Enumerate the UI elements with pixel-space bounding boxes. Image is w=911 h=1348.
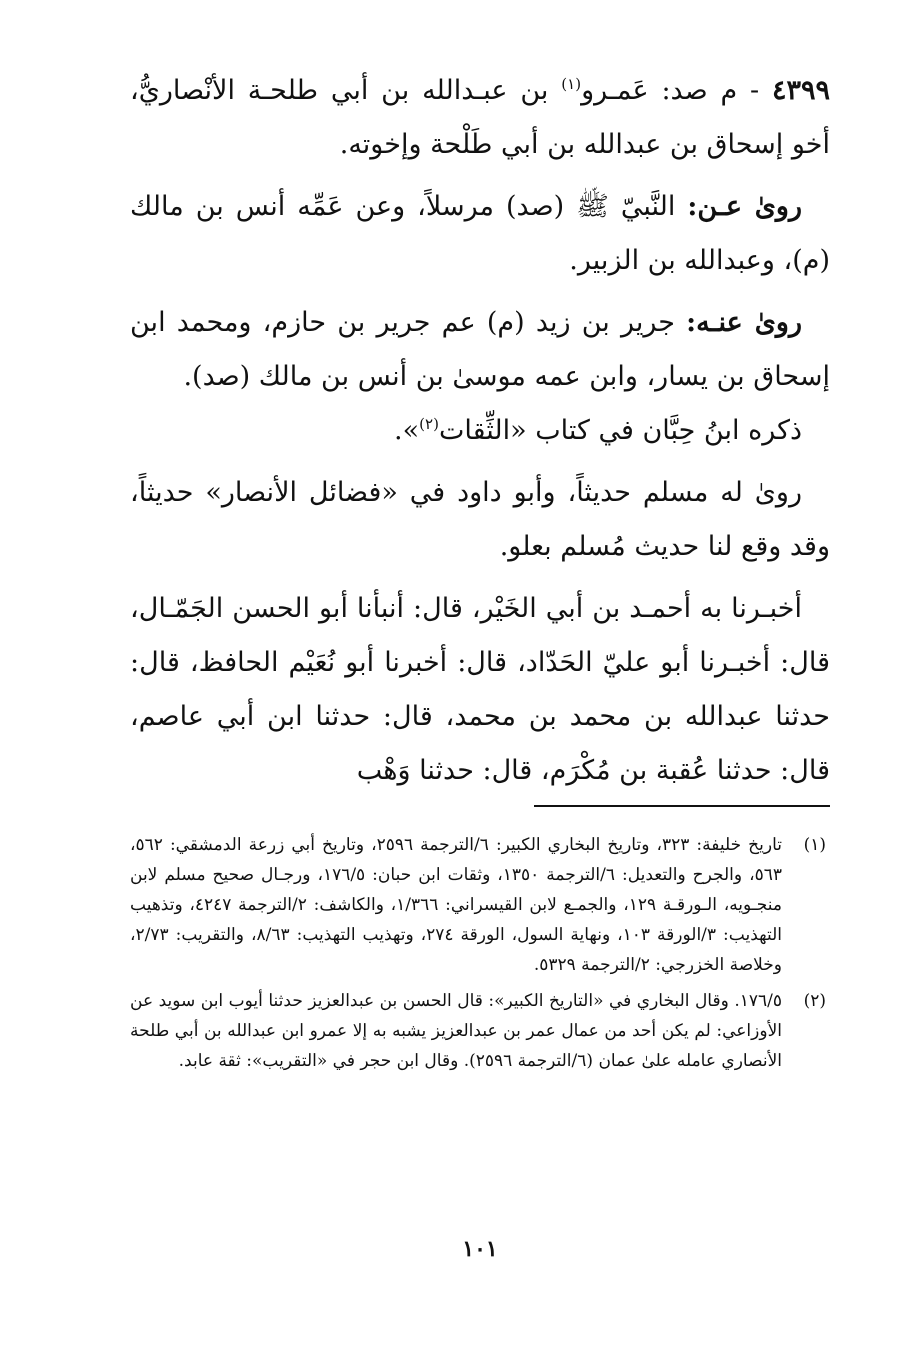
footnotes <box>130 830 830 1082</box>
book-page <box>130 0 830 1348</box>
rawa-anhu-text: جرير بن زيد (م) عم جرير بن حازم، ومحمد ابن إسحاق بن يسار، وابن عمه موسىٰ بن أنس بن مالك (صد). <box>130 307 830 392</box>
footnote-text: ١٧٦/٥. وقال البخاري في «التاريخ الكبير»: قال الحسن بن عبدالعزيز حدثنا أيوب ابن سويد عن الأوزاعي: لم يكن أحد من عمال عمر بن عبدالعزيز يشبه به إلا عمرو ابن عبدالله بن أبي طلحة الأنصاري عامله علىٰ عمان (٦/الترجمة ٢٥٩٦). وقال ابن حجر في «التقريب»: ثقة عابد. <box>130 991 782 1071</box>
isnad-text: أخبـرنا به أحمـد بن أبي الخَيْر، قال: أنبأنا أبو الحسن الجَمّـال، قال: أخبـرنا أبو عليّ الحَدّاد، قال: أخبرنا أبو نُعَيْم الحافظ، قال: حدثنا عبدالله بن محمد بن محمد، قال: حدثنا ابن أبي عاصم، قال: حدثنا عُقبة بن مُكْرَم، قال: حدثنا وَهْب <box>130 593 830 786</box>
footnote-ref-1: (١) <box>561 75 582 93</box>
rawa-anhu-label: روىٰ عنـه: <box>686 307 802 338</box>
page-number: ١٠١ <box>462 1236 498 1262</box>
entry-paragraph <box>130 64 830 172</box>
footnote-number: (١) <box>803 835 826 855</box>
rawa-an-paragraph <box>130 180 830 288</box>
rawa-anhu-paragraph <box>130 296 830 404</box>
rawa-an-label: روىٰ عـن: <box>687 191 802 222</box>
thiqat-paragraph <box>130 404 830 458</box>
rawa-an-text: النَّبيّ ﷺ (صد) مرسلاً، وعن عَمِّه أنس بن مالك (م)، وعبدالله بن الزبير. <box>130 191 830 276</box>
footnote-separator <box>534 805 830 807</box>
isnad-paragraph <box>130 582 830 798</box>
footnote-ref-2: (٢) <box>419 415 439 433</box>
riwaya-text: روىٰ له مسلم حديثاً، وأبو داود في «فضائل الأنصار» حديثاً، وقد وقع لنا حديث مُسلم بعلو. <box>130 477 830 562</box>
footnote-text: تاريخ خليفة: ٣٢٣، وتاريخ البخاري الكبير: ٦/الترجمة ٢٥٩٦، وتاريخ أبي زرعة الدمشقي: ٥٦٢، ٥٦٣، والجرح والتعديل: ٦/الترجمة ١٣٥٠، وثقات ابن حبان: ١٧٦/٥، ورجـال صحيح مسلم لابن منجـويه، الـورقـة ١٢٩، والجمـع لابن القيسراني: ١/٣٦٦، والكاشف: ٢/الترجمة ٤٢٤٧، وتذهيب التهذيب: ٣/الورقة ١٠٣، ونهاية السول، الورقة ٢٧٤، وتهذيب التهذيب: ٨/٦٣، والتقريب: ٢/٧٣، وخلاصة الخزرجي: ٢/الترجمة ٥٣٢٩. <box>130 835 783 975</box>
footnote-number: (٢) <box>803 991 826 1011</box>
footnote-1 <box>130 830 830 980</box>
entry-header-rest: بن عبـدالله بن أبي طلحـة الأنْصاريُّ، أخو إسحاق بن عبدالله بن أبي طَلْحة وإخوته. <box>130 75 830 160</box>
riwaya-paragraph <box>130 466 830 574</box>
thiqat-close: ». <box>394 415 420 446</box>
thiqat-text: ذكره ابنُ حِبَّان في كتاب «الثِّقات <box>438 415 802 446</box>
entry-header-start: - م صد: عَمـرو <box>581 75 760 106</box>
footnote-2 <box>130 986 830 1076</box>
entry-number: ٤٣٩٩ <box>771 75 830 106</box>
main-text <box>130 64 830 798</box>
